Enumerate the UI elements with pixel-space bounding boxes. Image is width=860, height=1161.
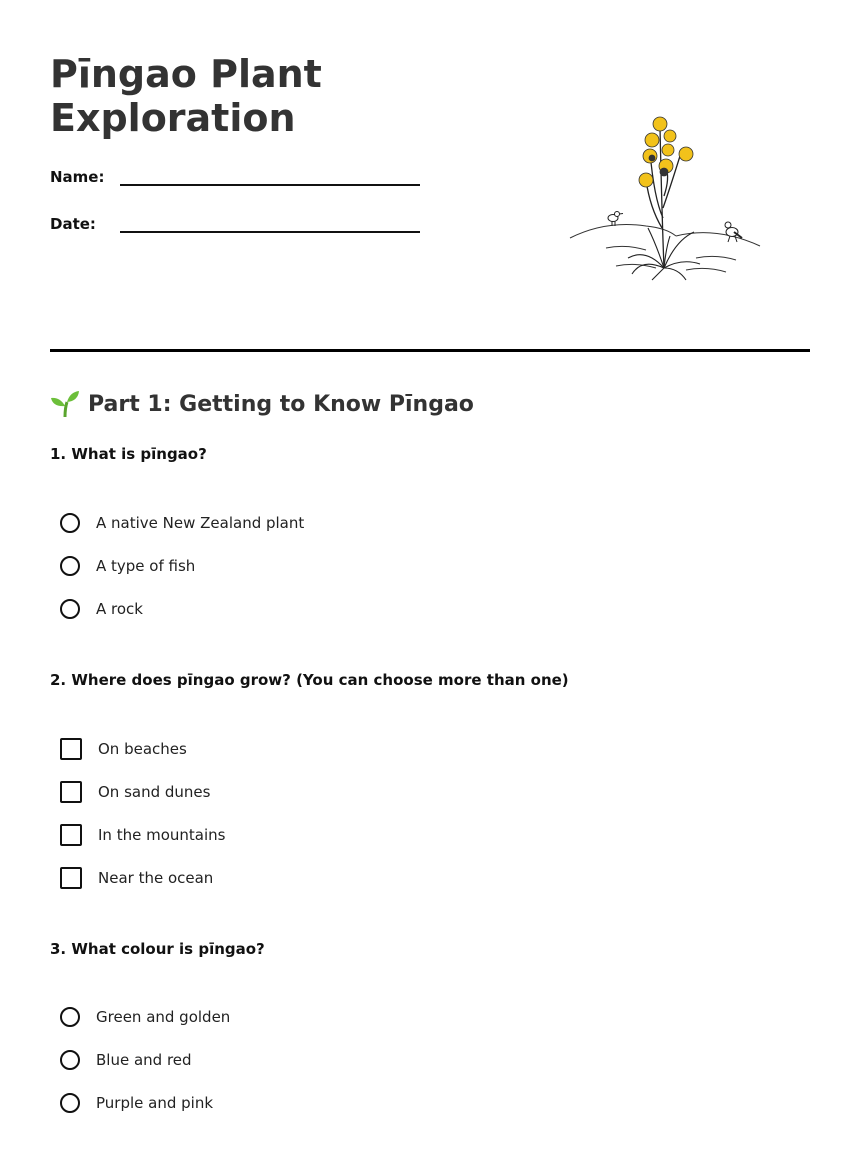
option-label: A native New Zealand plant (96, 514, 305, 532)
seedling-icon (50, 390, 80, 418)
date-field (50, 213, 420, 233)
question-2: 2. Where does pīngao grow? (You can choose more than one) (50, 671, 569, 689)
radio-button[interactable] (60, 513, 80, 533)
name-input-line[interactable] (120, 166, 420, 186)
option-label: On sand dunes (98, 783, 211, 801)
option-label: Near the ocean (98, 869, 214, 887)
checkbox[interactable] (60, 824, 82, 846)
question-1: 1. What is pīngao? (50, 445, 207, 463)
option-label: On beaches (98, 740, 187, 758)
section-title-text: Part 1: Getting to Know Pīngao (88, 391, 474, 417)
option-label: A type of fish (96, 557, 196, 575)
option-label: Purple and pink (96, 1094, 214, 1112)
flower-heads (639, 117, 693, 187)
q2-option-ocean[interactable] (60, 866, 213, 890)
q1-option-rock[interactable] (60, 597, 143, 621)
q1-option-native-plant[interactable] (60, 511, 304, 535)
radio-button[interactable] (60, 599, 80, 619)
q3-option-purple-pink[interactable] (60, 1091, 213, 1115)
q3-option-blue-red[interactable] (60, 1048, 192, 1072)
option-label: Blue and red (96, 1051, 192, 1069)
name-label: Name: (50, 168, 105, 186)
question-3: 3. What colour is pīngao? (50, 940, 265, 958)
q2-option-beaches[interactable] (60, 737, 187, 761)
checkbox[interactable] (60, 781, 82, 803)
page-title: Pīngao Plant Exploration (50, 52, 322, 140)
q2-option-sand-dunes[interactable] (60, 780, 210, 804)
section-title (50, 390, 474, 418)
checkbox[interactable] (60, 867, 82, 889)
option-label: Green and golden (96, 1008, 231, 1026)
checkbox[interactable] (60, 738, 82, 760)
option-label: A rock (96, 600, 143, 618)
radio-button[interactable] (60, 1050, 80, 1070)
radio-button[interactable] (60, 1093, 80, 1113)
date-input-line[interactable] (120, 213, 420, 233)
q1-option-fish[interactable] (60, 554, 195, 578)
radio-button[interactable] (60, 1007, 80, 1027)
divider (50, 349, 810, 352)
date-label: Date: (50, 215, 96, 233)
q3-option-green-golden[interactable] (60, 1005, 230, 1029)
radio-button[interactable] (60, 556, 80, 576)
q2-option-mountains[interactable] (60, 823, 225, 847)
option-label: In the mountains (98, 826, 226, 844)
name-field (50, 166, 420, 186)
pingao-illustration (566, 108, 766, 284)
bird-left (608, 212, 623, 227)
bird-right (725, 222, 742, 242)
